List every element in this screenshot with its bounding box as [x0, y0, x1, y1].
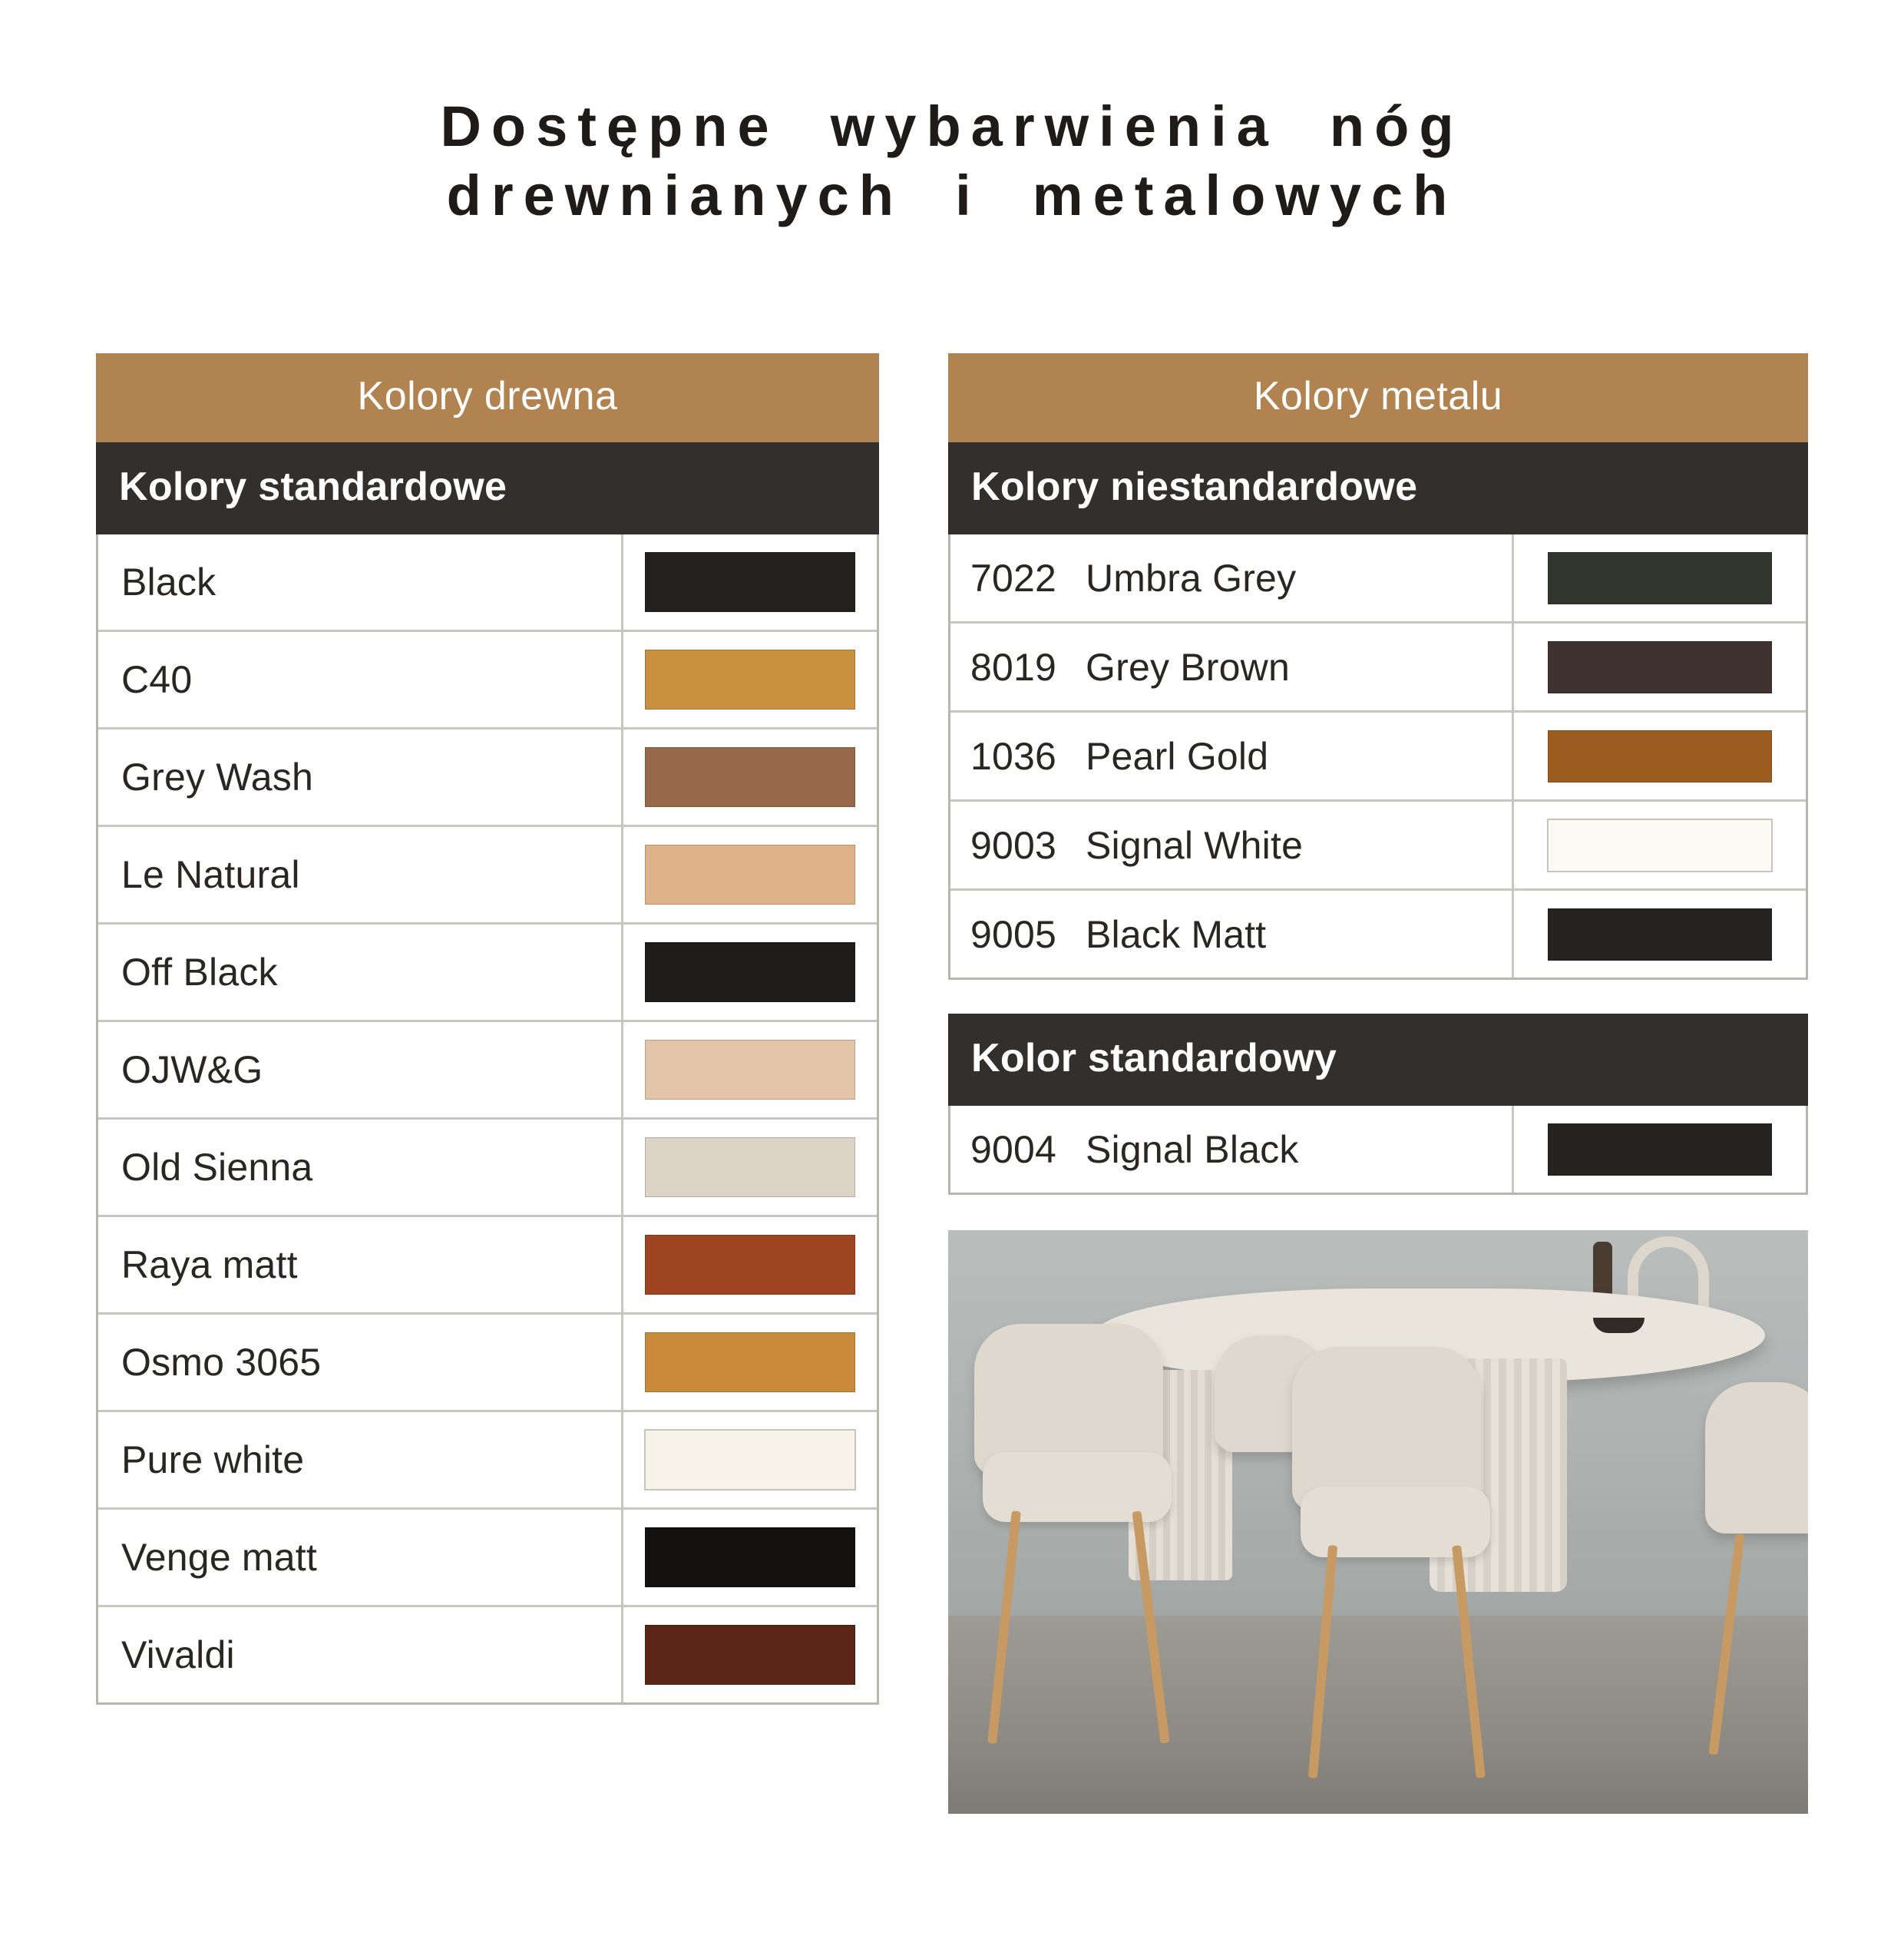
- color-code: 9003: [970, 823, 1057, 867]
- color-name-cell: [98, 730, 623, 825]
- color-label: Pure white: [121, 1438, 305, 1481]
- color-label: Grey Brown: [1086, 645, 1290, 689]
- color-label: Pearl Gold: [1086, 734, 1269, 778]
- table-row: [98, 1315, 877, 1412]
- color-swatch: [645, 1332, 855, 1392]
- table-row: [950, 891, 1806, 978]
- color-swatch-cell: [623, 925, 877, 1020]
- color-swatch-cell: [623, 1022, 877, 1117]
- color-code: 7022: [970, 556, 1057, 600]
- color-name-cell: [98, 1315, 623, 1410]
- page-title: [0, 0, 1904, 231]
- photo-bowl: [1593, 1318, 1645, 1333]
- color-label: C40: [121, 658, 193, 701]
- dining-room-photo: [948, 1230, 1808, 1814]
- color-name-cell: [950, 802, 1514, 888]
- metal-standard-table: [948, 1106, 1808, 1195]
- color-swatch-cell: [623, 827, 877, 922]
- color-swatch: [645, 845, 855, 905]
- color-label: Le Natural: [121, 853, 300, 896]
- color-label: Signal White: [1086, 823, 1304, 867]
- table-row: [98, 730, 877, 827]
- color-name-cell: [98, 827, 623, 922]
- color-swatch-cell: [623, 534, 877, 630]
- color-name-cell: [98, 1120, 623, 1215]
- color-swatch: [645, 747, 855, 807]
- color-name-cell: [98, 1510, 623, 1605]
- color-name-cell: [950, 713, 1514, 799]
- color-swatch: [1548, 730, 1772, 782]
- color-label: Venge matt: [121, 1536, 317, 1579]
- color-swatch-cell: [1514, 713, 1806, 799]
- color-swatch: [1548, 552, 1772, 604]
- color-label: Vivaldi: [121, 1633, 235, 1676]
- metal-colors-column: [948, 353, 1808, 1814]
- color-swatch-cell: [1514, 891, 1806, 978]
- color-swatch-cell: [623, 730, 877, 825]
- metal-banner: Kolory metalu: [948, 353, 1808, 442]
- color-swatch: [645, 650, 855, 710]
- color-label: Raya matt: [121, 1243, 298, 1286]
- color-name-cell: [98, 1607, 623, 1702]
- color-swatch: [645, 1137, 855, 1197]
- title-line-1: Dostępne wybarwienia nóg: [440, 94, 1464, 158]
- color-swatch: [1548, 908, 1772, 961]
- color-swatch: [645, 1040, 855, 1100]
- table-row: [950, 534, 1806, 624]
- color-swatch: [645, 942, 855, 1002]
- wood-colors-table: [96, 534, 879, 1705]
- table-row: [98, 1510, 877, 1607]
- table-row: [98, 827, 877, 925]
- color-name-cell: [950, 624, 1514, 710]
- color-swatch: [1547, 819, 1773, 872]
- color-name-cell: [950, 1106, 1514, 1193]
- table-row: [98, 632, 877, 730]
- color-label: Off Black: [121, 951, 278, 994]
- color-label: Black: [121, 561, 217, 604]
- color-swatch-cell: [623, 1607, 877, 1702]
- color-name-cell: [98, 1412, 623, 1507]
- title-line-2: drewnianych i metalowych: [446, 164, 1458, 228]
- color-label: Signal Black: [1086, 1127, 1299, 1171]
- color-swatch-cell: [1514, 534, 1806, 621]
- wood-colors-column: [96, 353, 879, 1814]
- metal-nonstandard-table: [948, 534, 1808, 980]
- color-swatch-cell: [623, 1120, 877, 1215]
- table-row: [98, 1217, 877, 1315]
- color-name-cell: [98, 1217, 623, 1312]
- table-row: [950, 624, 1806, 713]
- table-row: [98, 534, 877, 632]
- color-label: Umbra Grey: [1086, 556, 1297, 600]
- color-swatch: [645, 1527, 855, 1587]
- color-swatch-cell: [623, 1217, 877, 1312]
- color-swatch-cell: [623, 632, 877, 727]
- color-label: OJW&G: [121, 1048, 263, 1091]
- color-swatch: [645, 1625, 855, 1685]
- color-swatch-cell: [623, 1315, 877, 1410]
- color-name-cell: [98, 1022, 623, 1117]
- table-row: [950, 802, 1806, 891]
- color-swatch: [1548, 1123, 1772, 1176]
- table-row: [98, 1120, 877, 1217]
- color-name-cell: [98, 632, 623, 727]
- photo-floor: [948, 1616, 1808, 1814]
- color-code: 8019: [970, 645, 1057, 689]
- color-label: Old Sienna: [121, 1146, 313, 1189]
- table-row: [98, 1607, 877, 1702]
- color-swatch-cell: [623, 1412, 877, 1507]
- color-code: 1036: [970, 734, 1057, 778]
- photo-chair-4: [1705, 1382, 1808, 1534]
- color-swatch-cell: [1514, 802, 1806, 888]
- color-label: Black Matt: [1086, 912, 1267, 956]
- table-row: [98, 1412, 877, 1510]
- color-swatch-cell: [623, 1510, 877, 1605]
- wood-banner: Kolory drewna: [96, 353, 879, 442]
- color-name-cell: [98, 925, 623, 1020]
- metal-nonstandard-label: Kolory niestandardowe: [948, 442, 1808, 534]
- color-swatch: [644, 1429, 856, 1490]
- table-row: [98, 925, 877, 1022]
- color-label: Osmo 3065: [121, 1341, 322, 1384]
- photo-chair-1-seat: [983, 1452, 1172, 1522]
- table-row: [950, 1106, 1806, 1193]
- color-name-cell: [950, 891, 1514, 978]
- color-name-cell: [98, 534, 623, 630]
- wood-standard-label: Kolory standardowe: [96, 442, 879, 534]
- content-columns: [0, 353, 1904, 1814]
- color-swatch: [1548, 641, 1772, 693]
- table-row: [98, 1022, 877, 1120]
- color-swatch-cell: [1514, 624, 1806, 710]
- color-swatch: [645, 552, 855, 612]
- color-swatch: [645, 1235, 855, 1295]
- color-swatch-cell: [1514, 1106, 1806, 1193]
- color-label: Grey Wash: [121, 756, 313, 799]
- photo-chair-3: [1292, 1347, 1481, 1510]
- color-code: 9004: [970, 1127, 1057, 1171]
- color-name-cell: [950, 534, 1514, 621]
- table-row: [950, 713, 1806, 802]
- metal-standard-label: Kolor standardowy: [948, 1014, 1808, 1106]
- color-code: 9005: [970, 912, 1057, 956]
